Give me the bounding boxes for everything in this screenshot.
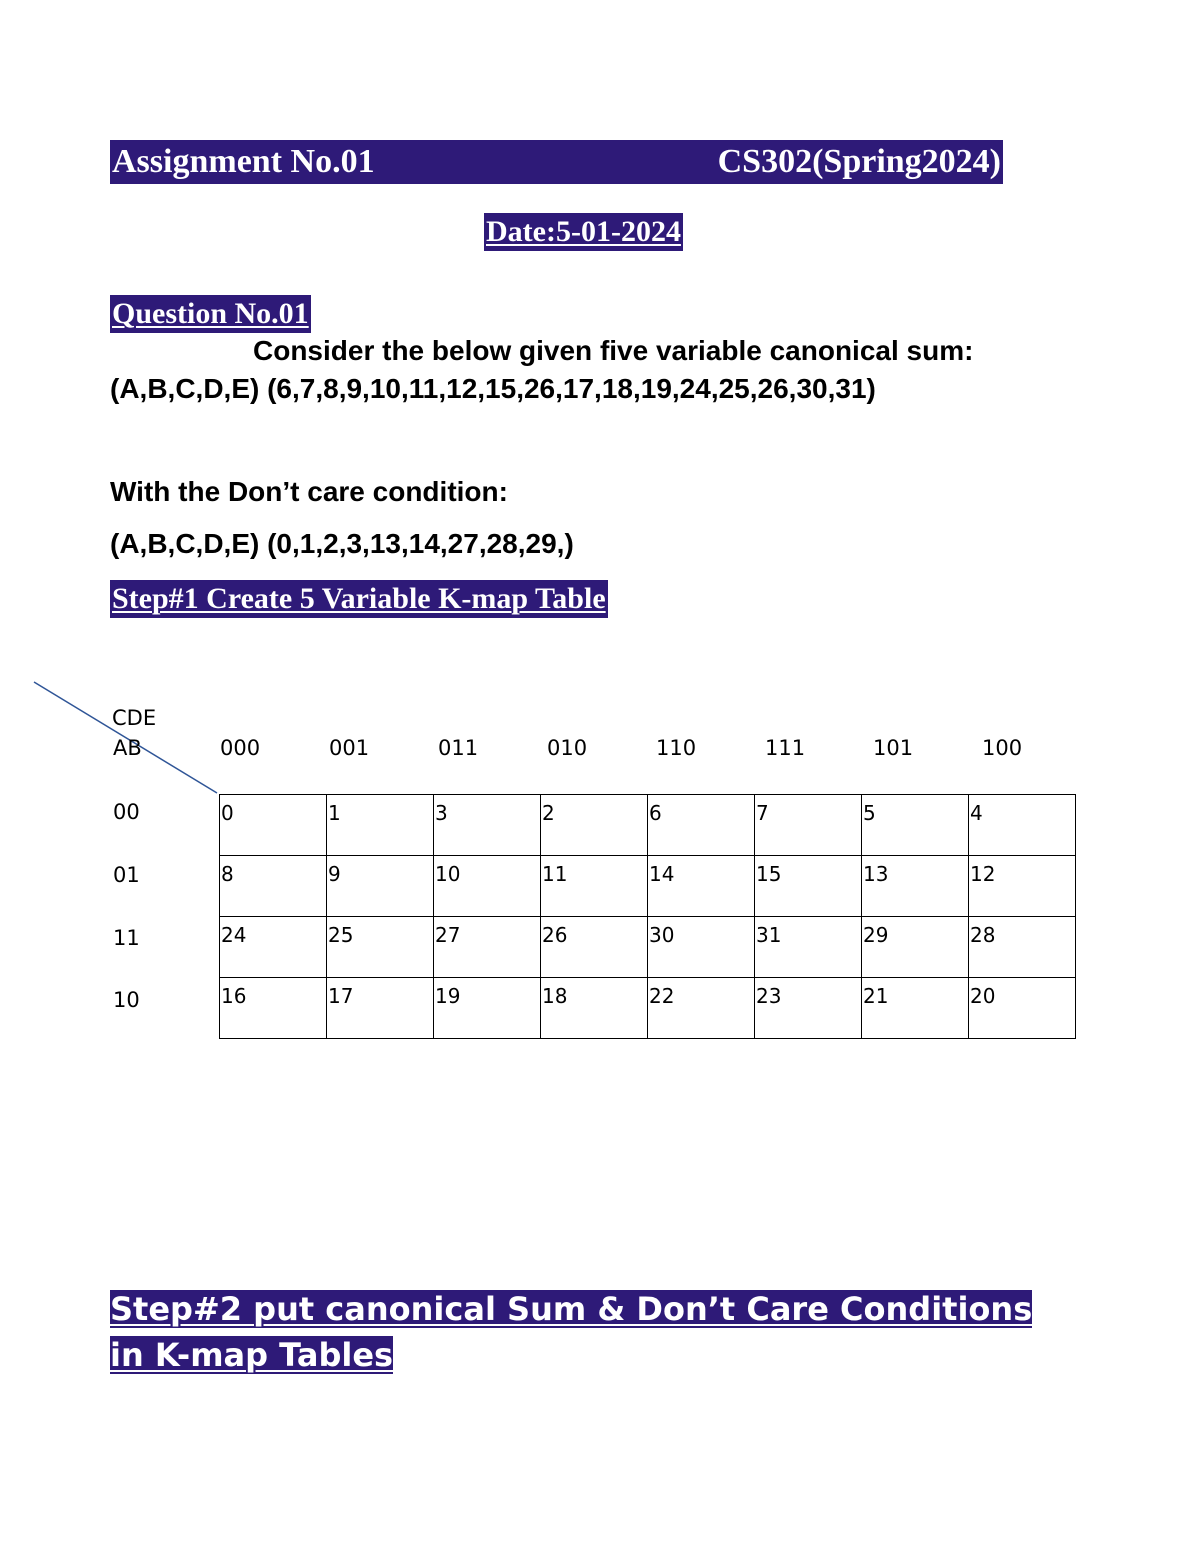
kmap-col-header: 001 — [329, 736, 370, 760]
assignment-number: Assignment No.01 — [112, 143, 375, 180]
step2-title-text: Step#2 put canonical Sum & Don’t Care Conditions in K-map Tables — [110, 1290, 1033, 1374]
kmap-cell: 15 — [755, 856, 862, 917]
minterm-list: (A,B,C,D,E) (6,7,8,9,10,11,12,15,26,17,18,19,24,25,26,30,31) — [110, 373, 876, 404]
kmap-cell: 14 — [648, 856, 755, 917]
kmap-col-header: 011 — [438, 736, 479, 760]
kmap-row — [220, 978, 1076, 1039]
kmap-cell: 1 — [327, 795, 434, 856]
kmap-cell: 5 — [862, 795, 969, 856]
kmap-cell: 7 — [755, 795, 862, 856]
kmap-col-header: 010 — [547, 736, 588, 760]
kmap-cell: 18 — [541, 978, 648, 1039]
kmap-cell: 6 — [648, 795, 755, 856]
kmap-cell: 10 — [434, 856, 541, 917]
question-intro: Consider the below given five variable canonical sum: — [253, 335, 974, 366]
kmap-col-header: 000 — [220, 736, 261, 760]
kmap-row-header: 11 — [113, 926, 140, 950]
kmap-cell: 3 — [434, 795, 541, 856]
kmap-col-header: 111 — [765, 736, 806, 760]
kmap-cell: 19 — [434, 978, 541, 1039]
kmap-cell: 25 — [327, 917, 434, 978]
kmap-cell: 0 — [220, 795, 327, 856]
kmap-cell: 11 — [541, 856, 648, 917]
kmap-col-variable: CDE — [112, 706, 157, 730]
kmap-cell: 13 — [862, 856, 969, 917]
kmap-cell: 26 — [541, 917, 648, 978]
kmap-cell: 24 — [220, 917, 327, 978]
kmap-cell: 29 — [862, 917, 969, 978]
course-code: CS302(Spring2024) — [717, 143, 1001, 180]
kmap-col-header: 110 — [656, 736, 697, 760]
kmap-cell: 17 — [327, 978, 434, 1039]
dont-care-label: With the Don’t care condition: — [110, 476, 508, 507]
kmap-row — [220, 856, 1076, 917]
kmap-cell: 21 — [862, 978, 969, 1039]
kmap-cell: 31 — [755, 917, 862, 978]
kmap-cell: 12 — [969, 856, 1076, 917]
kmap-cell: 20 — [969, 978, 1076, 1039]
kmap-row-header: 01 — [113, 863, 140, 887]
kmap-cell: 28 — [969, 917, 1076, 978]
kmap-cell: 2 — [541, 795, 648, 856]
kmap-row-header: 00 — [113, 800, 140, 824]
kmap-col-header: 100 — [982, 736, 1023, 760]
kmap-cell: 8 — [220, 856, 327, 917]
kmap-table — [219, 794, 1076, 1039]
question-title: Question No.01 — [110, 295, 311, 333]
kmap-cell: 22 — [648, 978, 755, 1039]
kmap-cell: 23 — [755, 978, 862, 1039]
kmap-cell: 16 — [220, 978, 327, 1039]
kmap-row — [220, 917, 1076, 978]
kmap-row-variable: AB — [113, 736, 142, 760]
step1-title: Step#1 Create 5 Variable K-map Table — [110, 580, 608, 618]
kmap-cell: 4 — [969, 795, 1076, 856]
assignment-date: Date:5-01-2024 — [484, 213, 683, 251]
kmap-row-header: 10 — [113, 988, 140, 1012]
kmap-cell: 30 — [648, 917, 755, 978]
kmap-cell: 27 — [434, 917, 541, 978]
kmap-col-header: 101 — [873, 736, 914, 760]
dont-care-list: (A,B,C,D,E) (0,1,2,3,13,14,27,28,29,) — [110, 528, 574, 559]
step2-title — [110, 1286, 1045, 1378]
kmap-row — [220, 795, 1076, 856]
kmap-cell: 9 — [327, 856, 434, 917]
